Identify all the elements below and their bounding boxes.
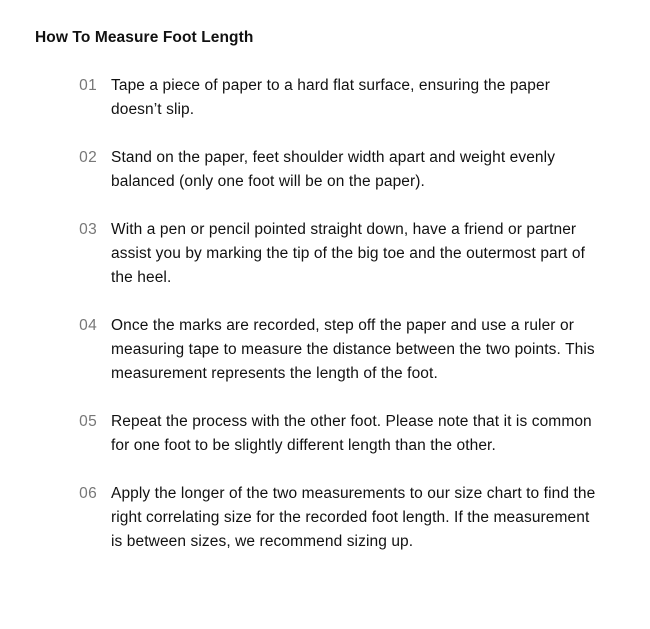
step-number: 04: [79, 317, 97, 334]
step-item-02: [35, 146, 650, 194]
step-item-05: [35, 410, 650, 458]
step-number: 01: [79, 77, 97, 94]
steps-list: [35, 74, 650, 554]
step-item-01: [35, 74, 650, 122]
step-text: Once the marks are recorded, step off the paper and use a ruler or measuring tape to measure the distance between the two points. This measurement represents the length of the foot.: [111, 317, 595, 382]
step-item-03: [35, 218, 650, 290]
step-number: 02: [79, 149, 97, 166]
step-item-06: [35, 482, 650, 554]
step-number: 05: [79, 413, 97, 430]
step-item-04: [35, 314, 650, 386]
step-text: With a pen or pencil pointed straight down, have a friend or partner assist you by marking the tip of the big toe and the outermost part of the heel.: [111, 221, 585, 286]
step-number: 06: [79, 485, 97, 502]
step-text: Stand on the paper, feet shoulder width apart and weight evenly balanced (only one foot will be on the paper).: [111, 149, 556, 190]
page-title: How To Measure Foot Length: [35, 29, 254, 46]
step-text: Tape a piece of paper to a hard flat surface, ensuring the paper doesn’t slip.: [111, 77, 550, 118]
step-text: Apply the longer of the two measurements to our size chart to find the right correlating size for the recorded foot length. If the measurement is between sizes, we recommend sizing up.: [111, 485, 596, 550]
step-number: 03: [79, 221, 97, 238]
step-text: Repeat the process with the other foot. Please note that it is common for one foot to be slightly different length than the other.: [111, 413, 592, 454]
